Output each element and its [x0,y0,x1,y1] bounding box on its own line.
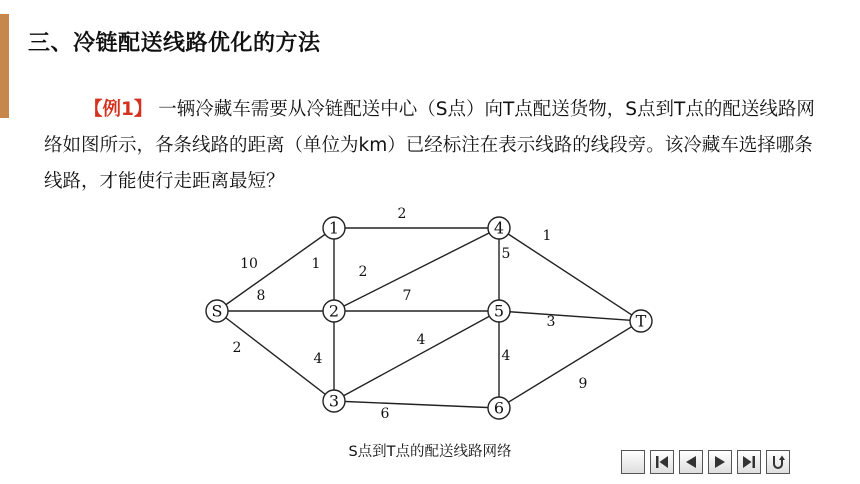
edge-weight-S-2: 8 [256,288,266,304]
problem-statement [44,92,824,200]
network-edges [217,228,641,408]
edge-3-5 [334,311,499,401]
edge-weight-6-T: 9 [578,376,588,392]
u-turn-arrow-icon [769,453,787,471]
node-T-label: T [635,311,647,331]
edge-weight-4-T: 1 [542,228,552,244]
edge-weight-2-5: 7 [402,288,412,304]
edge-weight-5-T: 3 [546,314,556,330]
node-1-label: 1 [328,218,340,238]
square-icon [624,453,642,471]
skip-to-start-icon [653,453,671,471]
node-5-label: 5 [493,301,505,321]
triangle-left-icon [682,453,700,471]
last-page-button[interactable] [737,450,761,474]
node-6-label: 6 [493,398,505,418]
edge-weight-1-4: 2 [397,206,407,222]
edge-6-T [499,321,641,408]
next-page-button[interactable] [708,450,732,474]
edge-weight-2-3: 4 [313,351,323,367]
section-heading: 三、冷链配送线路优化的方法 [28,31,321,56]
node-4-label: 4 [493,218,505,238]
problem-text: 一辆冷藏车需要从冷链配送中心（S点）向T点配送货物，S点到T点的配送线路网络如图所示，各条线路的距离（单位为km）已经标注在表示线路的线段旁。该冷藏车选择哪条线路，才能使行走距离最短？ [44,99,815,192]
edge-weight-4-5: 5 [501,246,511,262]
return-button[interactable] [766,450,790,474]
edge-4-T [499,228,641,321]
node-2-label: 2 [328,301,340,321]
edge-weight-3-6: 6 [380,406,390,422]
title-accent-bar [0,14,9,118]
slide-navigation [621,450,790,474]
previous-page-button[interactable] [679,450,703,474]
example-label: 【例1】 [84,99,153,120]
edge-weight-5-6: 4 [501,348,511,364]
edge-5-T [499,311,641,321]
edge-weight-S-1: 10 [240,256,258,272]
node-S-label: S [211,301,223,321]
triangle-right-icon [711,453,729,471]
skip-to-end-icon [740,453,758,471]
edge-3-6 [334,401,499,408]
figure-caption: S点到T点的配送线路网络 [348,444,512,460]
route-network-diagram [195,206,665,422]
blank-button[interactable] [621,450,645,474]
edge-weight-1-2: 1 [311,256,321,272]
first-page-button[interactable] [650,450,674,474]
node-3-label: 3 [328,391,340,411]
edge-weight-2-4: 2 [358,264,368,280]
edge-weight-3-5: 4 [416,332,426,348]
edge-weight-S-3: 2 [232,340,242,356]
